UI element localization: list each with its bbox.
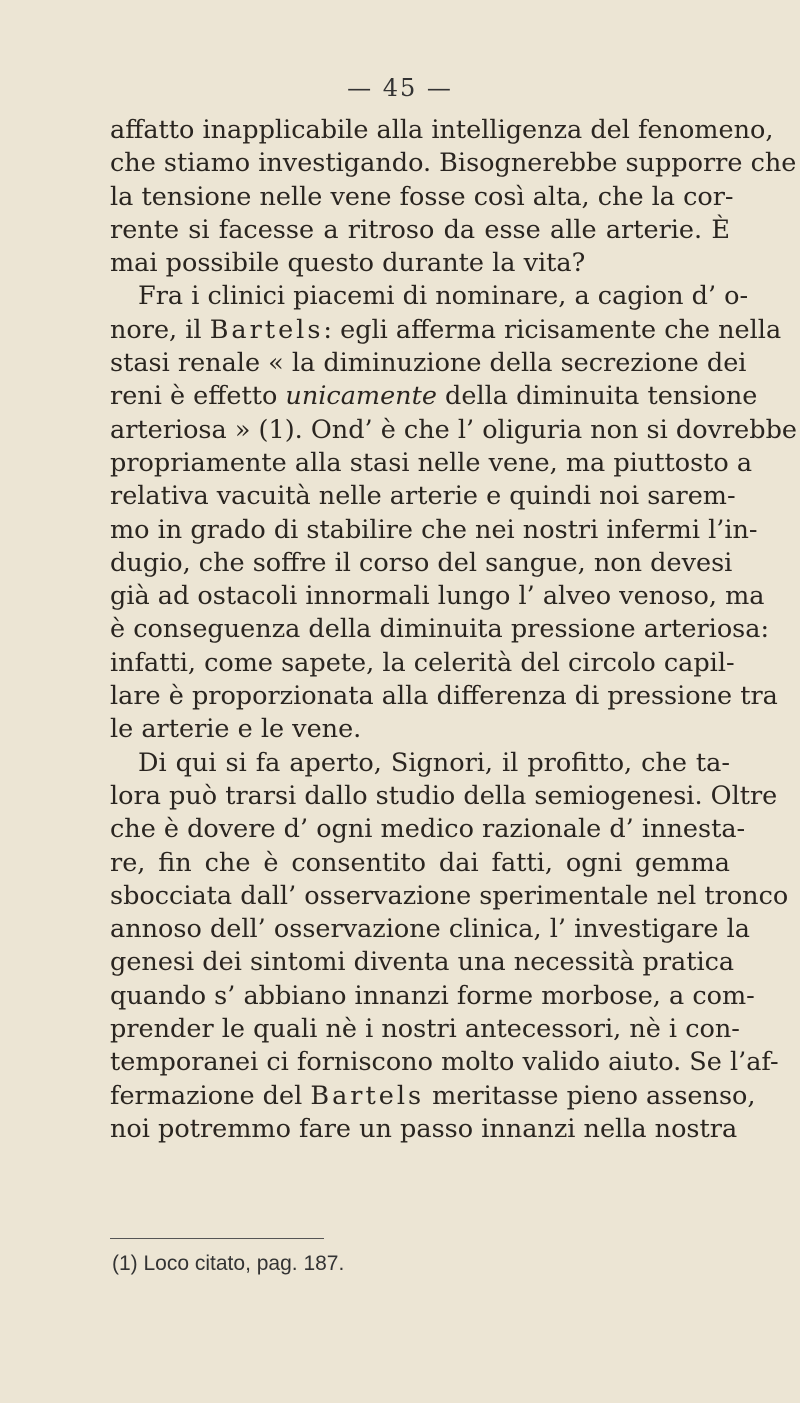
text-line: arteriosa » (1). Ond’ è che l’ oliguria non si dovrebbe [110, 414, 798, 445]
text-line: stasi renale « la diminuzione della secrezione dei [110, 348, 747, 379]
text-line: Di qui si fa aperto, Signori, il profitto, che ta- [138, 747, 730, 778]
text-line: genesi dei sintomi diventa una necessità pratica [110, 947, 735, 978]
emphasis: unicamente [285, 381, 437, 412]
text-line: affatto inapplicabile alla intelligenza del fenomeno, [110, 115, 774, 145]
text-line: la tensione nelle vene fosse così alta, che la cor- [110, 181, 734, 212]
text-line: lora può trarsi dallo studio della semiogenesi. Oltre [110, 780, 778, 811]
author-name: Bartels [209, 314, 324, 345]
text-segment: reni è effetto [110, 381, 286, 412]
text-line: che stiamo investigando. Bisognerebbe supporre che [110, 148, 797, 179]
footnote: (1) Loco citato, pag. 187. [112, 1252, 345, 1275]
text-line: infatti, come sapete, la celerità del circolo capil- [110, 647, 735, 678]
text-segment: nore, il [110, 314, 210, 345]
text-segment: : egli afferma ricisamente che nella [323, 314, 782, 345]
text-segment: della diminuita tensione [436, 381, 758, 412]
text-line [110, 1080, 756, 1113]
text-line: quando s’ abbiano innanzi forme morbose, a com- [110, 980, 755, 1011]
text-line: le arterie e le vene. [110, 714, 362, 745]
text-line: re, fin che è consentito dai fatti, ogni gemma [110, 847, 730, 878]
text-line: temporanei ci forniscono molto valido aiuto. Se l’af- [110, 1047, 779, 1078]
body-text [110, 114, 798, 1146]
text-line: Fra i clinici piacemi di nominare, a cagion d’ o- [138, 281, 749, 312]
text-line: prender le quali nè i nostri antecessori, nè i con- [110, 1014, 740, 1045]
text-line: propriamente alla stasi nelle vene, ma piuttosto a [110, 447, 753, 478]
text-segment: fermazione del [110, 1080, 311, 1111]
text-line [110, 380, 758, 413]
text-line: è conseguenza della diminuita pressione arteriosa: [110, 614, 770, 645]
footnote-rule [110, 1238, 324, 1239]
text-line: mai possibile questo durante la vita? [110, 248, 586, 279]
text-line: rente si facesse a ritroso da esse alle arterie. È [110, 214, 730, 245]
text-line: annoso dell’ osservazione clinica, l’ investigare la [110, 914, 750, 945]
page-number: — 45 — [347, 74, 453, 102]
text-line: noi potremmo fare un passo innanzi nella nostra [110, 1113, 738, 1144]
text-line: già ad ostacoli innormali lungo l’ alveo venoso, ma [110, 581, 765, 612]
text-line: relativa vacuità nelle arterie e quindi noi sarem- [110, 481, 736, 512]
text-line: sbocciata dall’ osservazione sperimentale nel tronco [110, 880, 789, 911]
text-line [110, 314, 782, 347]
text-segment: meritasse pieno assenso, [424, 1080, 756, 1111]
text-line: che è dovere d’ ogni medico razionale d’ innesta- [110, 814, 746, 845]
text-line: mo in grado di stabilire che nei nostri infermi l’in- [110, 514, 758, 545]
author-name: Bartels [310, 1080, 425, 1111]
text-line: lare è proporzionata alla differenza di pressione tra [110, 681, 778, 712]
text-line: dugio, che soffre il corso del sangue, non devesi [110, 547, 733, 578]
